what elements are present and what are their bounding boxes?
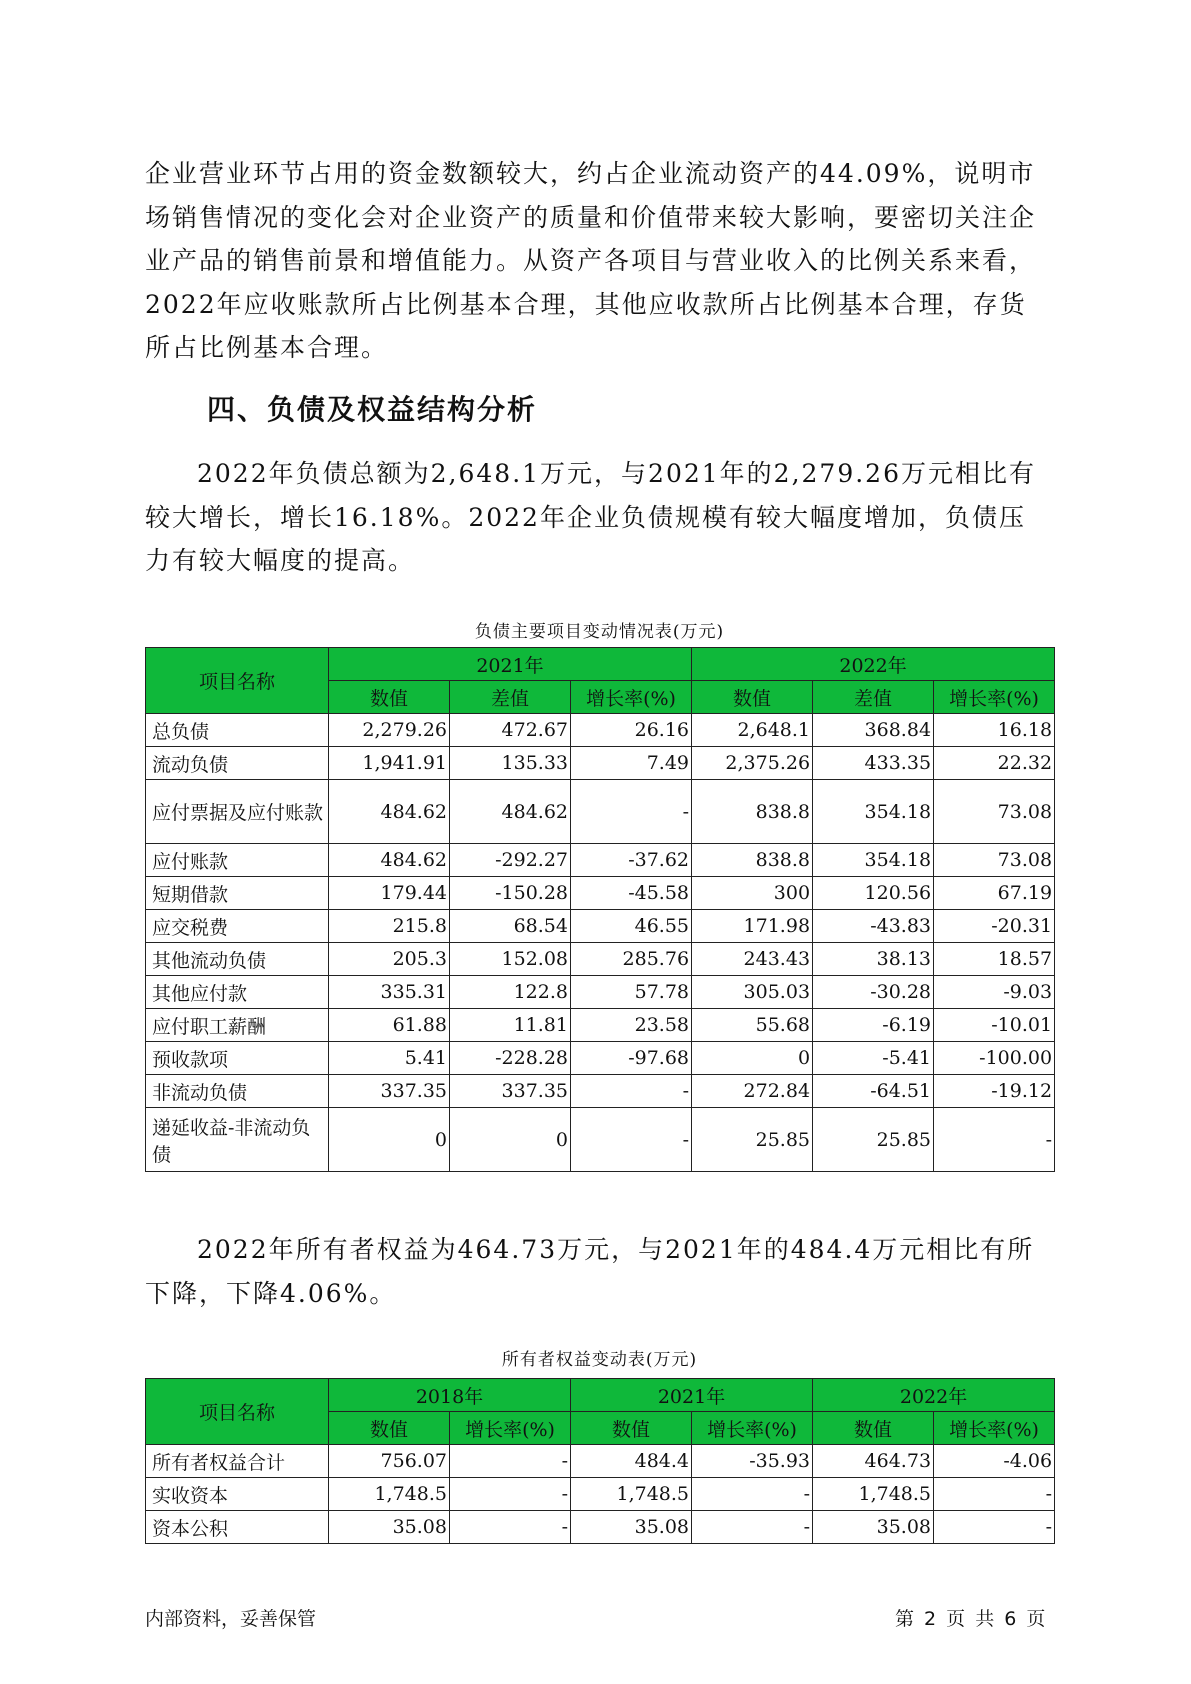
table-cell: 25.85	[813, 1108, 934, 1172]
table-cell: 484.62	[450, 780, 571, 844]
table-row	[146, 1478, 1055, 1511]
table-cell: 0	[692, 1042, 813, 1075]
table-cell: -	[692, 1511, 813, 1544]
row-label: 递延收益-非流动负债	[146, 1108, 329, 1172]
table-cell: 18.57	[934, 943, 1055, 976]
table-cell: 61.88	[329, 1009, 450, 1042]
subheader-value: 数值	[329, 1412, 450, 1445]
table-cell: 335.31	[329, 976, 450, 1009]
footer-page-number: 第 2 页 共 6 页	[895, 1608, 1048, 1630]
table-cell: -	[450, 1478, 571, 1511]
table-cell: -97.68	[571, 1042, 692, 1075]
table-cell: 179.44	[329, 877, 450, 910]
section-heading: 四、负债及权益结构分析	[207, 393, 538, 426]
table-cell: -43.83	[813, 910, 934, 943]
table-row	[146, 910, 1055, 943]
table-cell: 23.58	[571, 1009, 692, 1042]
table-cell: 7.49	[571, 747, 692, 780]
table-cell: 26.16	[571, 714, 692, 747]
table-cell: 46.55	[571, 910, 692, 943]
row-label: 其他应付款	[146, 976, 329, 1009]
row-label: 应付职工薪酬	[146, 1009, 329, 1042]
row-label: 流动负债	[146, 747, 329, 780]
table-cell: 57.78	[571, 976, 692, 1009]
subheader-diff: 差值	[813, 681, 934, 714]
paragraph-asset-analysis: 企业营业环节占用的资金数额较大，约占企业流动资产的44.09%，说明市场销售情况的变化会对企业资产的质量和价值带来较大影响，要密切关注企业产品的销售前景和增值能力。从资产各项目与营业收入的比例关系来看，2022年应收账款所占比例基本合理，其他应收款所占比例基本合理，存货所占比例基本合理。	[145, 159, 1037, 362]
year-header-2021: 2021年	[571, 1379, 813, 1412]
table-row	[146, 1511, 1055, 1544]
table-cell: -	[934, 1511, 1055, 1544]
column-header-item-name: 项目名称	[146, 1379, 329, 1445]
table-cell: 2,375.26	[692, 747, 813, 780]
table-cell: 1,941.91	[329, 747, 450, 780]
table-cell: 35.08	[571, 1511, 692, 1544]
subheader-value: 数值	[329, 681, 450, 714]
table-cell: -45.58	[571, 877, 692, 910]
table-cell: -100.00	[934, 1042, 1055, 1075]
subheader-value: 数值	[571, 1412, 692, 1445]
row-label: 短期借款	[146, 877, 329, 910]
table-cell: 484.4	[571, 1445, 692, 1478]
table-cell: 73.08	[934, 780, 1055, 844]
table-row	[146, 976, 1055, 1009]
table-cell: 22.32	[934, 747, 1055, 780]
table-cell: 35.08	[329, 1511, 450, 1544]
table-cell: 0	[450, 1108, 571, 1172]
equity-table-caption: 所有者权益变动表(万元)	[501, 1350, 698, 1370]
table-cell: 11.81	[450, 1009, 571, 1042]
table-cell: 73.08	[934, 844, 1055, 877]
table-cell: -10.01	[934, 1009, 1055, 1042]
table-cell: 243.43	[692, 943, 813, 976]
year-header-2022: 2022年	[813, 1379, 1055, 1412]
table-row	[146, 1042, 1055, 1075]
table-cell: 300	[692, 877, 813, 910]
year-header-2018: 2018年	[329, 1379, 571, 1412]
table-cell: 0	[329, 1108, 450, 1172]
table-cell: 25.85	[692, 1108, 813, 1172]
table-row	[146, 844, 1055, 877]
subheader-growth: 增长率(%)	[692, 1412, 813, 1445]
subheader-growth: 增长率(%)	[450, 1412, 571, 1445]
table-cell: 838.8	[692, 780, 813, 844]
table-cell: 272.84	[692, 1075, 813, 1108]
table-cell: 1,748.5	[329, 1478, 450, 1511]
table-row	[146, 1445, 1055, 1478]
table-cell: -4.06	[934, 1445, 1055, 1478]
table-cell: -	[450, 1511, 571, 1544]
table-cell: 285.76	[571, 943, 692, 976]
table-cell: -64.51	[813, 1075, 934, 1108]
row-label: 预收款项	[146, 1042, 329, 1075]
table-cell: -150.28	[450, 877, 571, 910]
table-cell: 205.3	[329, 943, 450, 976]
table-cell: 68.54	[450, 910, 571, 943]
table-cell: 756.07	[329, 1445, 450, 1478]
table-cell: -35.93	[692, 1445, 813, 1478]
table-cell: 152.08	[450, 943, 571, 976]
year-header-2021: 2021年	[329, 648, 692, 681]
table-cell: -30.28	[813, 976, 934, 1009]
table-cell: -5.41	[813, 1042, 934, 1075]
table-cell: -37.62	[571, 844, 692, 877]
row-label: 总负债	[146, 714, 329, 747]
table-cell: 2,279.26	[329, 714, 450, 747]
table-cell: -	[571, 1108, 692, 1172]
table-cell: 354.18	[813, 780, 934, 844]
table-cell: 38.13	[813, 943, 934, 976]
table-cell: -	[450, 1445, 571, 1478]
subheader-value: 数值	[692, 681, 813, 714]
table-cell: 337.35	[329, 1075, 450, 1108]
table-cell: 55.68	[692, 1009, 813, 1042]
table-cell: -6.19	[813, 1009, 934, 1042]
table-row	[146, 714, 1055, 747]
table-cell: 354.18	[813, 844, 934, 877]
table-cell: 368.84	[813, 714, 934, 747]
table-cell: 484.62	[329, 844, 450, 877]
table-cell: 67.19	[934, 877, 1055, 910]
row-label: 非流动负债	[146, 1075, 329, 1108]
table-cell: 305.03	[692, 976, 813, 1009]
table-cell: -20.31	[934, 910, 1055, 943]
table-cell: 171.98	[692, 910, 813, 943]
row-label: 实收资本	[146, 1478, 329, 1511]
table-cell: 135.33	[450, 747, 571, 780]
table-cell: 5.41	[329, 1042, 450, 1075]
subheader-growth: 增长率(%)	[934, 681, 1055, 714]
table-row	[146, 1009, 1055, 1042]
row-label: 资本公积	[146, 1511, 329, 1544]
paragraph-equity-summary: 2022年所有者权益为464.73万元，与2021年的484.4万元相比有所下降，下降4.06%。	[145, 1235, 1035, 1308]
table-cell: -19.12	[934, 1075, 1055, 1108]
table-cell: 337.35	[450, 1075, 571, 1108]
table-cell: -	[934, 1478, 1055, 1511]
table-cell: 838.8	[692, 844, 813, 877]
table-row	[146, 943, 1055, 976]
footer-confidential-note: 内部资料，妥善保管	[145, 1608, 317, 1630]
table-row	[146, 747, 1055, 780]
table-cell: 1,748.5	[571, 1478, 692, 1511]
equity-table	[145, 1378, 1055, 1544]
table-cell: 433.35	[813, 747, 934, 780]
table-cell: 484.62	[329, 780, 450, 844]
subheader-value: 数值	[813, 1412, 934, 1445]
table-cell: -	[934, 1108, 1055, 1172]
table-row	[146, 1075, 1055, 1108]
subheader-diff: 差值	[450, 681, 571, 714]
row-label: 所有者权益合计	[146, 1445, 329, 1478]
table-cell: -292.27	[450, 844, 571, 877]
table-row	[146, 780, 1055, 844]
table-cell: -	[571, 1075, 692, 1108]
table-cell: -	[571, 780, 692, 844]
table-cell: 215.8	[329, 910, 450, 943]
table-cell: 1,748.5	[813, 1478, 934, 1511]
year-header-2022: 2022年	[692, 648, 1055, 681]
table-cell: 35.08	[813, 1511, 934, 1544]
liability-table-caption: 负债主要项目变动情况表(万元)	[474, 622, 725, 642]
table-cell: 472.67	[450, 714, 571, 747]
table-cell: 2,648.1	[692, 714, 813, 747]
table-cell: 464.73	[813, 1445, 934, 1478]
column-header-item-name: 项目名称	[146, 648, 329, 714]
table-cell: 16.18	[934, 714, 1055, 747]
table-row	[146, 877, 1055, 910]
paragraph-liability-summary: 2022年负债总额为2,648.1万元，与2021年的2,279.26万元相比有较大增长，增长16.18%。2022年企业负债规模有较大幅度增加，负债压力有较大幅度的提高。	[145, 459, 1036, 575]
subheader-growth: 增长率(%)	[571, 681, 692, 714]
table-cell: -	[692, 1478, 813, 1511]
row-label: 应付账款	[146, 844, 329, 877]
row-label: 应交税费	[146, 910, 329, 943]
row-label: 其他流动负债	[146, 943, 329, 976]
table-cell: -228.28	[450, 1042, 571, 1075]
table-cell: -9.03	[934, 976, 1055, 1009]
table-cell: 122.8	[450, 976, 571, 1009]
subheader-growth: 增长率(%)	[934, 1412, 1055, 1445]
table-row	[146, 1108, 1055, 1172]
row-label: 应付票据及应付账款	[146, 780, 329, 844]
liability-table	[145, 647, 1055, 1172]
table-cell: 120.56	[813, 877, 934, 910]
